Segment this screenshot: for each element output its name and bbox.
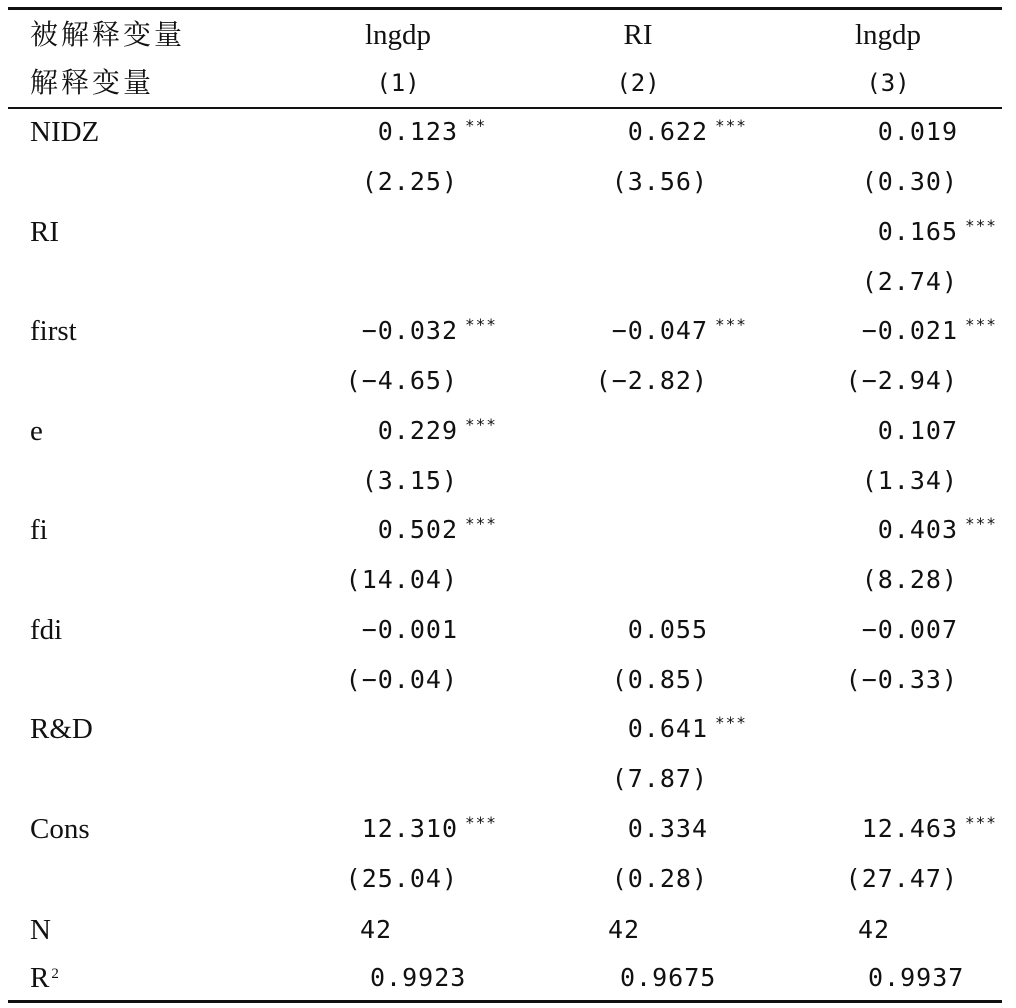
r-squared-value-3: 0.9937 bbox=[868, 963, 965, 992]
bottom-rule bbox=[8, 1000, 1002, 1003]
coef-r-d-col-1 bbox=[258, 709, 458, 749]
t-stat-first-col-2: (−2.82) bbox=[595, 366, 708, 395]
coef-e-col-3: 0.107 bbox=[877, 416, 958, 445]
coef-fi-col-1: 0.502 bbox=[377, 515, 458, 544]
coef-nidz-col-2: 0.622 bbox=[627, 117, 708, 146]
n-label: N bbox=[30, 914, 51, 946]
r-squared-label bbox=[30, 958, 59, 998]
t-stat-fdi-col-3: (−0.33) bbox=[845, 665, 958, 694]
t-stat-first-col-3: (−2.94) bbox=[845, 366, 958, 395]
coef-fdi-col-3: −0.007 bbox=[861, 615, 958, 644]
column-1-number: (1) bbox=[376, 69, 420, 97]
t-stat-ri-col-1 bbox=[258, 262, 458, 302]
t-stat-fi-col-1: (14.04) bbox=[345, 565, 458, 594]
t-stat-fi-col-2 bbox=[508, 560, 708, 600]
significance-stars-first-col-2: *** bbox=[715, 315, 747, 334]
t-stat-nidz-col-1: (2.25) bbox=[361, 167, 458, 196]
dependent-variable-label: 被解释变量 bbox=[30, 18, 186, 51]
row-label-nidz: NIDZ bbox=[30, 116, 100, 148]
n-value-3: 42 bbox=[858, 915, 891, 944]
significance-stars-cons-col-3: *** bbox=[965, 813, 997, 832]
column-1-dependent: lngdp bbox=[364, 19, 432, 51]
t-stat-ri-col-2 bbox=[508, 262, 708, 302]
t-stat-fdi-col-1: (−0.04) bbox=[345, 665, 458, 694]
t-stat-nidz-col-2: (3.56) bbox=[611, 167, 708, 196]
n-value-1: 42 bbox=[360, 915, 393, 944]
coef-fi-col-3: 0.403 bbox=[877, 515, 958, 544]
t-stat-nidz-col-3: (0.30) bbox=[861, 167, 958, 196]
explanatory-variable-label: 解释变量 bbox=[30, 66, 155, 99]
t-stat-cons-col-1: (25.04) bbox=[345, 864, 458, 893]
coef-ri-col-3: 0.165 bbox=[877, 217, 958, 246]
significance-stars-cons-col-1: *** bbox=[465, 813, 497, 832]
coef-cons-col-1: 12.310 bbox=[361, 814, 458, 843]
regression-table bbox=[8, 0, 1002, 1008]
coef-r-d-col-2: 0.641 bbox=[627, 714, 708, 743]
t-stat-fdi-col-2: (0.85) bbox=[611, 665, 708, 694]
r-squared-base: R bbox=[30, 962, 50, 994]
column-2-dependent: RI bbox=[623, 19, 653, 51]
t-stat-first-col-1: (−4.65) bbox=[345, 366, 458, 395]
t-stat-e-col-3: (1.34) bbox=[861, 466, 958, 495]
coef-cons-col-3: 12.463 bbox=[861, 814, 958, 843]
t-stat-fi-col-3: (8.28) bbox=[861, 565, 958, 594]
row-label-first: first bbox=[30, 315, 77, 347]
r-squared-value-1: 0.9923 bbox=[370, 963, 467, 992]
row-label-e: e bbox=[30, 415, 43, 447]
significance-stars-first-col-3: *** bbox=[965, 315, 997, 334]
significance-stars-e-col-1: *** bbox=[465, 415, 497, 434]
significance-stars-fi-col-1: *** bbox=[465, 514, 497, 533]
coef-nidz-col-3: 0.019 bbox=[877, 117, 958, 146]
column-2-number: (2) bbox=[616, 69, 660, 97]
significance-stars-r-d-col-2: *** bbox=[715, 713, 747, 732]
row-label-fdi: fdi bbox=[30, 614, 63, 646]
t-stat-r-d-col-3 bbox=[758, 759, 958, 799]
coef-first-col-3: −0.021 bbox=[861, 316, 958, 345]
significance-stars-ri-col-3: *** bbox=[965, 216, 997, 235]
coef-first-col-2: −0.047 bbox=[611, 316, 708, 345]
row-label-ri: RI bbox=[30, 216, 59, 248]
header-rule bbox=[8, 107, 1002, 109]
r-squared-exponent: 2 bbox=[51, 966, 59, 982]
coef-r-d-col-3 bbox=[758, 709, 958, 749]
row-label-fi: fi bbox=[30, 514, 48, 546]
coef-ri-col-1 bbox=[258, 212, 458, 252]
t-stat-cons-col-3: (27.47) bbox=[845, 864, 958, 893]
n-value-2: 42 bbox=[608, 915, 641, 944]
coef-fdi-col-2: 0.055 bbox=[627, 615, 708, 644]
r-squared-value-2: 0.9675 bbox=[620, 963, 717, 992]
t-stat-r-d-col-1 bbox=[258, 759, 458, 799]
row-label-r-d: R&D bbox=[30, 713, 93, 745]
coef-cons-col-2: 0.334 bbox=[627, 814, 708, 843]
column-3-number: (3) bbox=[866, 69, 910, 97]
significance-stars-fi-col-3: *** bbox=[965, 514, 997, 533]
significance-stars-first-col-1: *** bbox=[465, 315, 497, 334]
coef-first-col-1: −0.032 bbox=[361, 316, 458, 345]
significance-stars-nidz-col-1: ** bbox=[465, 116, 487, 135]
coef-e-col-1: 0.229 bbox=[377, 416, 458, 445]
top-rule bbox=[8, 7, 1002, 10]
coef-fdi-col-1: −0.001 bbox=[361, 615, 458, 644]
row-label-cons: Cons bbox=[30, 813, 90, 845]
t-stat-cons-col-2: (0.28) bbox=[611, 864, 708, 893]
significance-stars-nidz-col-2: *** bbox=[715, 116, 747, 135]
column-3-dependent: lngdp bbox=[854, 19, 922, 51]
coef-e-col-2 bbox=[508, 411, 708, 451]
t-stat-e-col-2 bbox=[508, 461, 708, 501]
coef-ri-col-2 bbox=[508, 212, 708, 252]
t-stat-ri-col-3: (2.74) bbox=[861, 267, 958, 296]
coef-nidz-col-1: 0.123 bbox=[377, 117, 458, 146]
t-stat-r-d-col-2: (7.87) bbox=[611, 764, 708, 793]
coef-fi-col-2 bbox=[508, 510, 708, 550]
t-stat-e-col-1: (3.15) bbox=[361, 466, 458, 495]
